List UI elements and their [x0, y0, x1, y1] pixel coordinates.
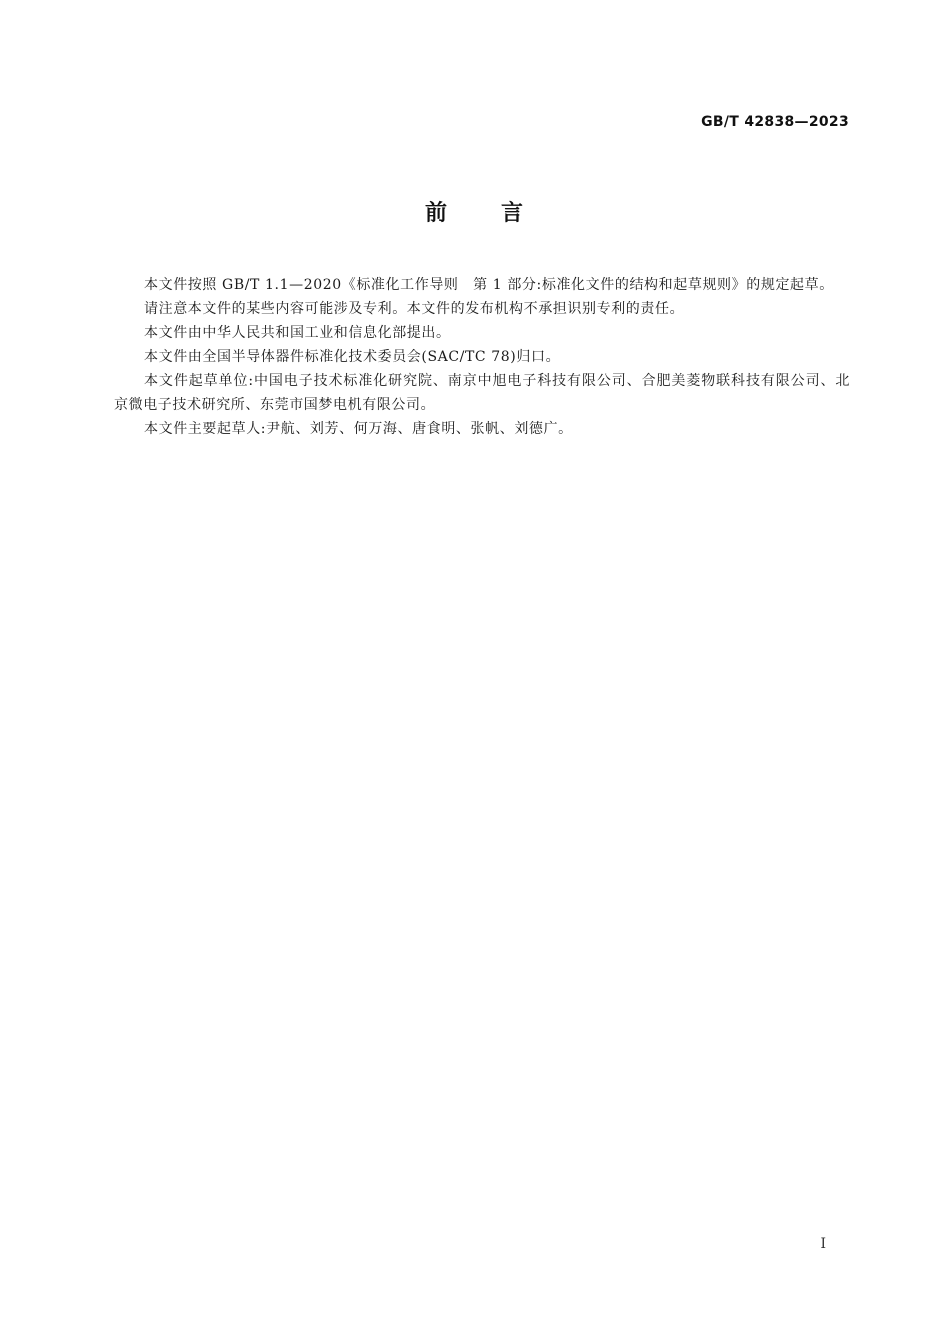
title-char-1: 前 [424, 201, 449, 226]
paragraph-drafting-rules: 本文件按照 GB/T 1.1—2020《标准化工作导则 第 1 部分:标准化文件的结构和起草规则》的规定起草。 [144, 277, 834, 293]
paragraph-drafters: 本文件主要起草人:尹航、刘芳、何万海、唐食明、张帆、刘德广。 [144, 421, 573, 437]
paragraph-drafting-units: 本文件起草单位:中国电子技术标准化研究院、南京中旭电子科技有限公司、合肥美菱物联科技有限公司、北京微电子技术研究所、东莞市国梦电机有限公司。 [114, 373, 850, 413]
foreword-body [114, 273, 850, 441]
document-number: GB/T 42838—2023 [701, 114, 849, 130]
paragraph-proposer: 本文件由中华人民共和国工业和信息化部提出。 [144, 325, 451, 341]
paragraph-patent-notice: 请注意本文件的某些内容可能涉及专利。本文件的发布机构不承担识别专利的责任。 [144, 301, 685, 317]
title-char-2: 言 [501, 201, 526, 226]
page-number: I [820, 1236, 826, 1252]
paragraph-committee: 本文件由全国半导体器件标准化技术委员会(SAC/TC 78)归口。 [144, 349, 561, 365]
page-title [0, 196, 950, 227]
